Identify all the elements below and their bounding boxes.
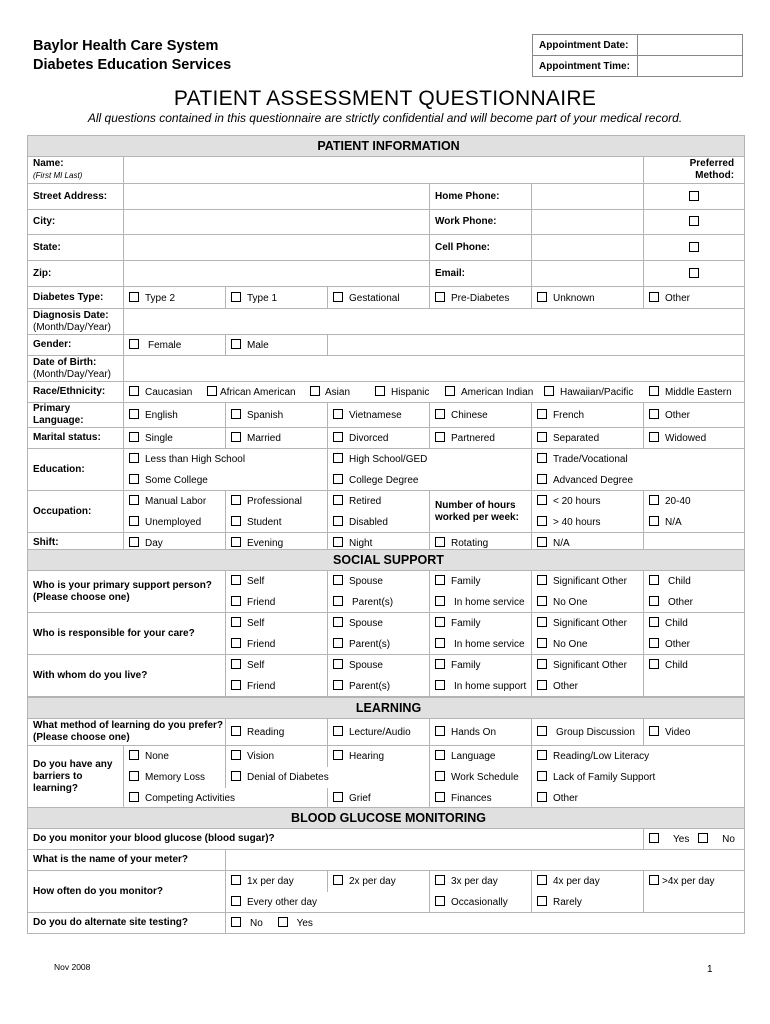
support-option[interactable]: Friend [226, 592, 328, 613]
occupation-option[interactable]: Retired [328, 491, 430, 512]
hours-option[interactable]: > 40 hours [532, 512, 644, 533]
live-with-option[interactable]: Friend [226, 676, 328, 697]
alternate-site-options [226, 913, 745, 934]
diabetes-type-option[interactable]: Gestational [328, 287, 430, 309]
social-support-table [27, 549, 745, 697]
education-label: Education: [28, 449, 124, 491]
support-option[interactable]: No One [532, 592, 644, 613]
gender-label: Gender: [28, 335, 124, 356]
support-option[interactable]: Child [644, 571, 745, 592]
diabetes-type-label: Diabetes Type: [28, 287, 124, 309]
section-header-social-support: SOCIAL SUPPORT [28, 550, 745, 571]
live-with-option[interactable]: In home support [430, 676, 532, 697]
learning-method-option[interactable]: Group Discussion [532, 719, 644, 746]
language-option[interactable]: Chinese [430, 403, 532, 428]
hours-option[interactable]: 20-40 [644, 491, 745, 512]
barrier-option[interactable]: Memory Loss [124, 767, 226, 788]
marital-status-label: Marital status: [28, 428, 124, 449]
care-option[interactable]: Significant Other [532, 613, 644, 634]
support-option[interactable]: Other [644, 592, 745, 613]
care-option[interactable]: Spouse [328, 613, 430, 634]
barriers-question: Do you have any barriers to learning? [28, 746, 124, 809]
confidentiality-notice: All questions contained in this questionnaire are strictly confidential and will become part of your medical record. [87, 111, 683, 125]
preferred-method-label: Preferred Method: [644, 157, 745, 184]
diagnosis-date-field[interactable] [124, 309, 745, 335]
primary-support-question: Who is your primary support person? (Please choose one) [28, 571, 226, 613]
frequency-option[interactable]: Rarely [532, 892, 644, 913]
hours-option[interactable]: N/A [644, 512, 745, 533]
revision-date: Nov 2008 [54, 962, 91, 972]
race-option[interactable]: Asian [310, 386, 350, 398]
frequency-option[interactable]: 1x per day [226, 871, 328, 892]
monitor-glucose-question: Do you monitor your blood glucose (blood sugar)? [28, 829, 644, 850]
live-with-option[interactable]: Spouse [328, 655, 430, 676]
race-ethnicity-label: Race/Ethnicity: [28, 382, 124, 403]
marital-option[interactable]: Separated [532, 428, 644, 449]
care-option[interactable]: Friend [226, 634, 328, 655]
barrier-option[interactable]: Grief [328, 788, 430, 809]
occupation-option[interactable]: Unemployed [124, 512, 226, 533]
language-option[interactable]: Other [644, 403, 745, 428]
care-responsibility-question: Who is responsible for your care? [28, 613, 226, 655]
monitor-glucose-options [644, 829, 745, 850]
care-option[interactable]: Family [430, 613, 532, 634]
race-option[interactable]: Caucasian [129, 386, 192, 398]
city-label: City: [28, 210, 124, 235]
alternate-site-no-option[interactable]: No [231, 918, 263, 929]
date-of-birth-label: Date of Birth: (Month/Day/Year) [28, 356, 124, 382]
race-option[interactable]: African American [207, 386, 296, 398]
occupation-option[interactable]: Disabled [328, 512, 430, 533]
education-option[interactable]: Less than High School [124, 449, 328, 470]
live-with-option[interactable]: Self [226, 655, 328, 676]
state-field[interactable] [124, 235, 430, 261]
diabetes-type-option[interactable]: Type 1 [226, 287, 328, 309]
education-option[interactable]: Some College [124, 470, 328, 491]
care-option[interactable]: Self [226, 613, 328, 634]
live-with-option[interactable]: Significant Other [532, 655, 644, 676]
race-option[interactable]: Hawaiian/Pacific [544, 386, 633, 398]
marital-option[interactable]: Single [124, 428, 226, 449]
hours-option[interactable]: < 20 hours [532, 491, 644, 512]
date-of-birth-field[interactable] [124, 356, 745, 382]
cell-phone-field[interactable] [532, 235, 644, 261]
learning-method-option[interactable]: Hands On [430, 719, 532, 746]
frequency-option[interactable]: 4x per day [532, 871, 644, 892]
state-label: State: [28, 235, 124, 261]
occupation-option[interactable]: Professional [226, 491, 328, 512]
work-phone-field[interactable] [532, 210, 644, 235]
support-option[interactable]: Spouse [328, 571, 430, 592]
frequency-option[interactable]: Occasionally [430, 892, 532, 913]
shift-option[interactable]: Day [124, 533, 226, 554]
education-option[interactable]: College Degree [328, 470, 532, 491]
appointment-time-field[interactable] [638, 56, 743, 77]
patient-information-table [27, 135, 745, 554]
street-address-label: Street Address: [28, 184, 124, 210]
shift-option[interactable]: Evening [226, 533, 328, 554]
meter-name-field[interactable] [226, 850, 745, 871]
occupation-label: Occupation: [28, 491, 124, 533]
barrier-option[interactable]: Reading/Low Literacy [532, 746, 745, 767]
support-option[interactable]: Significant Other [532, 571, 644, 592]
care-option[interactable]: Parent(s) [328, 634, 430, 655]
learning-method-question: What method of learning do you prefer? (Please choose one) [28, 719, 226, 746]
frequency-blank [644, 892, 745, 913]
occupation-option[interactable]: Student [226, 512, 328, 533]
monitor-no-option[interactable]: No [698, 834, 735, 845]
gender-option[interactable]: Female [124, 335, 226, 356]
hours-worked-label: Number of hours worked per week: [430, 491, 532, 533]
alternate-site-question: Do you do alternate site testing? [28, 913, 226, 934]
appointment-date-label: Appointment Date: [533, 35, 638, 56]
section-header-learning: LEARNING [28, 698, 745, 719]
care-option[interactable]: Child [644, 613, 745, 634]
barrier-option[interactable]: Vision [226, 746, 328, 767]
marital-option[interactable]: Married [226, 428, 328, 449]
work-phone-label: Work Phone: [430, 210, 532, 235]
frequency-option[interactable]: >4x per day [644, 871, 745, 892]
email-label: Email: [430, 261, 532, 287]
support-option[interactable]: Parent(s) [328, 592, 430, 613]
occupation-option[interactable]: Manual Labor [124, 491, 226, 512]
diagnosis-date-label: Diagnosis Date: (Month/Day/Year) [28, 309, 124, 335]
alternate-site-yes-option[interactable]: Yes [278, 918, 313, 929]
monitor-yes-option[interactable]: Yes [649, 834, 689, 845]
section-header-patient-information: PATIENT INFORMATION [28, 136, 745, 157]
education-option[interactable]: Trade/Vocational [532, 449, 745, 470]
monitor-frequency-question: How often do you monitor? [28, 871, 226, 913]
gender-blank [328, 335, 745, 356]
marital-option[interactable]: Divorced [328, 428, 430, 449]
race-option[interactable]: American Indian [445, 386, 533, 398]
name-field[interactable] [124, 157, 644, 184]
shift-option[interactable]: N/A [532, 533, 644, 554]
shift-option[interactable]: Rotating [430, 533, 532, 554]
email-field[interactable] [532, 261, 644, 287]
barrier-option[interactable]: None [124, 746, 226, 767]
diabetes-type-option[interactable]: Other [644, 287, 745, 309]
live-with-option[interactable]: Parent(s) [328, 676, 430, 697]
preferred-cell-phone-checkbox[interactable] [644, 235, 745, 261]
learning-method-option[interactable]: Reading [226, 719, 328, 746]
support-option[interactable]: In home service [430, 592, 532, 613]
barrier-option[interactable]: Hearing [328, 746, 430, 767]
race-options [124, 382, 745, 403]
support-option[interactable]: Self [226, 571, 328, 592]
primary-language-label: Primary Language: [28, 403, 124, 428]
gender-option[interactable]: Male [226, 335, 328, 356]
barrier-option[interactable]: Lack of Family Support [532, 767, 745, 788]
diabetes-type-option[interactable]: Type 2 [124, 287, 226, 309]
language-option[interactable]: French [532, 403, 644, 428]
education-option[interactable]: Advanced Degree [532, 470, 745, 491]
live-with-option[interactable]: Child [644, 655, 745, 676]
page-number: 1 [707, 964, 713, 975]
live-with-blank [644, 676, 745, 697]
diabetes-type-option[interactable]: Unknown [532, 287, 644, 309]
frequency-option[interactable]: 3x per day [430, 871, 532, 892]
org-department: Diabetes Education Services [33, 57, 232, 73]
care-option[interactable]: Other [644, 634, 745, 655]
race-option[interactable]: Hispanic [375, 386, 429, 398]
live-with-option[interactable]: Family [430, 655, 532, 676]
preferred-email-checkbox[interactable] [644, 261, 745, 287]
city-field[interactable] [124, 210, 430, 235]
street-address-field[interactable] [124, 184, 430, 210]
section-header-blood-glucose: BLOOD GLUCOSE MONITORING [28, 808, 745, 829]
appointment-box [532, 34, 743, 77]
home-phone-label: Home Phone: [430, 184, 532, 210]
preferred-home-phone-checkbox[interactable] [644, 184, 745, 210]
zip-label: Zip: [28, 261, 124, 287]
cell-phone-label: Cell Phone: [430, 235, 532, 261]
live-with-option[interactable]: Other [532, 676, 644, 697]
home-phone-field[interactable] [532, 184, 644, 210]
appointment-time-label: Appointment Time: [533, 56, 638, 77]
preferred-work-phone-checkbox[interactable] [644, 210, 745, 235]
appointment-date-field[interactable] [638, 35, 743, 56]
meter-name-question: What is the name of your meter? [28, 850, 226, 871]
language-option[interactable]: Spanish [226, 403, 328, 428]
support-option[interactable]: Family [430, 571, 532, 592]
org-name: Baylor Health Care System [33, 38, 219, 54]
learning-method-option[interactable]: Video [644, 719, 745, 746]
zip-field[interactable] [124, 261, 430, 287]
marital-option[interactable]: Partnered [430, 428, 532, 449]
shift-label: Shift: [28, 533, 124, 554]
frequency-option[interactable]: 2x per day [328, 871, 430, 892]
diabetes-type-option[interactable]: Pre-Diabetes [430, 287, 532, 309]
care-option[interactable]: In home service [430, 634, 532, 655]
barrier-option[interactable]: Work Schedule [430, 767, 532, 788]
barrier-option[interactable]: Other [532, 788, 745, 809]
language-option[interactable]: English [124, 403, 226, 428]
care-option[interactable]: No One [532, 634, 644, 655]
frequency-option[interactable]: Every other day [226, 892, 430, 913]
barrier-option[interactable]: Language [430, 746, 532, 767]
education-option[interactable]: High School/GED [328, 449, 532, 470]
barrier-option[interactable]: Denial of Diabetes [226, 767, 430, 788]
barrier-option[interactable]: Finances [430, 788, 532, 809]
language-option[interactable]: Vietnamese [328, 403, 430, 428]
page-title: PATIENT ASSESSMENT QUESTIONNAIRE [173, 87, 597, 110]
barrier-option[interactable]: Competing Activities [124, 788, 328, 809]
learning-method-option[interactable]: Lecture/Audio [328, 719, 430, 746]
marital-option[interactable]: Widowed [644, 428, 745, 449]
learning-table [27, 697, 745, 809]
shift-option[interactable]: Night [328, 533, 430, 554]
live-with-question: With whom do you live? [28, 655, 226, 697]
organization-header [33, 37, 231, 75]
name-label: Name: (First MI Last) [28, 157, 124, 184]
race-option[interactable]: Middle Eastern [649, 386, 732, 398]
blood-glucose-table [27, 807, 745, 934]
